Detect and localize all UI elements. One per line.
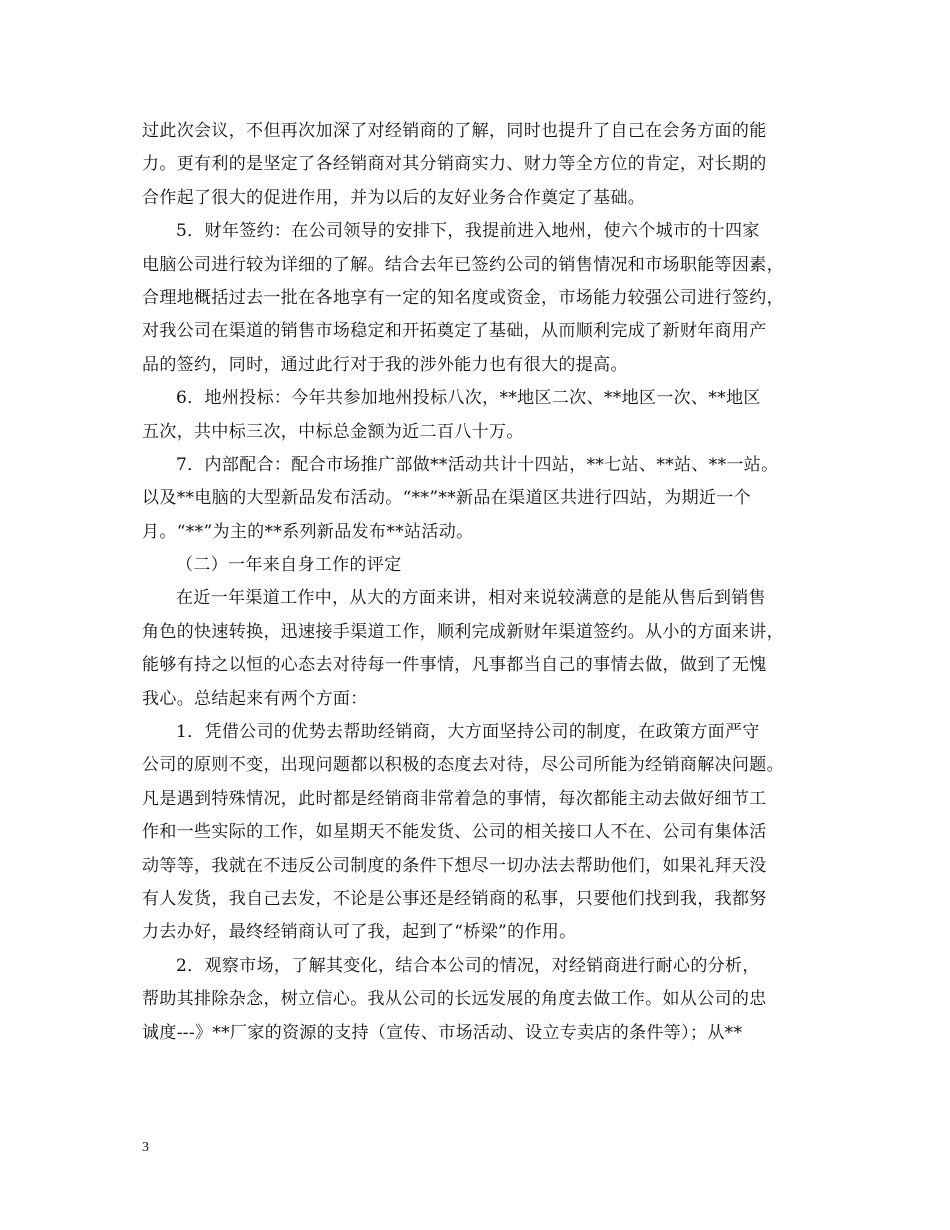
text-line: 合作起了很大的促进作用，并为以后的友好业务合作奠定了基础。 [142,187,646,208]
text-line: 帮助其排除杂念，树立信心。我从公司的长远发展的角度去做工作。如从公司的忠 [142,989,767,1010]
text-line: 凡是遇到特殊情况，此时都是经销商非常着急的事情，每次都能主动去做好细节工 [142,788,767,809]
text-line: 以及**电脑的大型新品发布活动。“**”**新品在渠道区共进行四站，为期近一个 [142,488,752,509]
text-line: 在近一年渠道工作中，从大的方面来讲，相对来说较满意的是能从售后到销售 [176,588,766,609]
text-line: 合理地概括过去一批在各地享有一定的知名度或资金，市场能力较强公司进行签约， [142,287,784,308]
text-line: 公司的原则不变，出现问题都以积极的态度去对待，尽公司所能为经销商解决问题。 [142,755,784,776]
text-line: 6．地州投标：今年共参加地州投标八次，**地区二次、**地区一次、**地区 [176,388,761,409]
text-line: 五次，共中标三次，中标总金额为近二百八十万。 [142,421,524,442]
document-body [142,115,820,1050]
text-line: （二）一年来自身工作的评定 [176,555,402,576]
text-line: 力。更有利的是坚定了各经销商对其分销商实力、财力等全方位的肯定，对长期的 [142,154,767,175]
page-number: 3 [142,1140,149,1155]
text-line: 5．财年签约：在公司领导的安排下，我提前进入地州，使六个城市的十四家 [176,221,760,242]
text-line: 力去办好，最终经销商认可了我，起到了“桥梁”的作用。 [142,922,577,943]
text-line: 动等等，我就在不违反公司制度的条件下想尽一切办法去帮助他们，如果礼拜天没 [142,855,767,876]
text-line: 品的签约，同时，通过此行对于我的涉外能力也有很大的提高。 [142,354,628,375]
text-line: 过此次会议，不但再次加深了对经销商的了解，同时也提升了自己在会务方面的能 [142,121,767,141]
text-line: 我心。总结起来有两个方面： [142,688,368,709]
text-line: 对我公司在渠道的销售市场稳定和开拓奠定了基础，从而顺利完成了新财年商用产 [142,321,767,342]
text-line: 能够有持之以恒的心态去对待每一件事情，凡事都当自己的事情去做，做到了无愧 [142,655,767,676]
text-line: 1．凭借公司的优势去帮助经销商，大方面坚持公司的制度，在政策方面严守 [176,722,760,743]
text-line: 有人发货，我自己去发，不论是公事还是经销商的私事，只要他们找到我，我都努 [142,888,767,909]
text-line: 2．观察市场，了解其变化，结合本公司的情况，对经销商进行耐心的分析， [176,955,760,976]
text-line: 诚度---》**厂家的资源的支持（宣传、市场活动、设立专卖店的条件等）；从** [142,1022,743,1043]
text-line: 作和一些实际的工作，如星期天不能发货、公司的相关接口人不在、公司有集体活 [142,822,767,843]
text-line: 7．内部配合：配合市场推广部做**活动共计十四站，**七站、**站、**一站。 [176,454,779,475]
text-line: 角色的快速转换，迅速接手渠道工作，顺利完成新财年渠道签约。从小的方面来讲， [142,621,784,642]
text-line: 月。“**”为主的**系列新品发布**站活动。 [142,521,474,542]
text-line: 电脑公司进行较为详细的了解。结合去年已签约公司的销售情况和市场职能等因素， [142,254,784,275]
